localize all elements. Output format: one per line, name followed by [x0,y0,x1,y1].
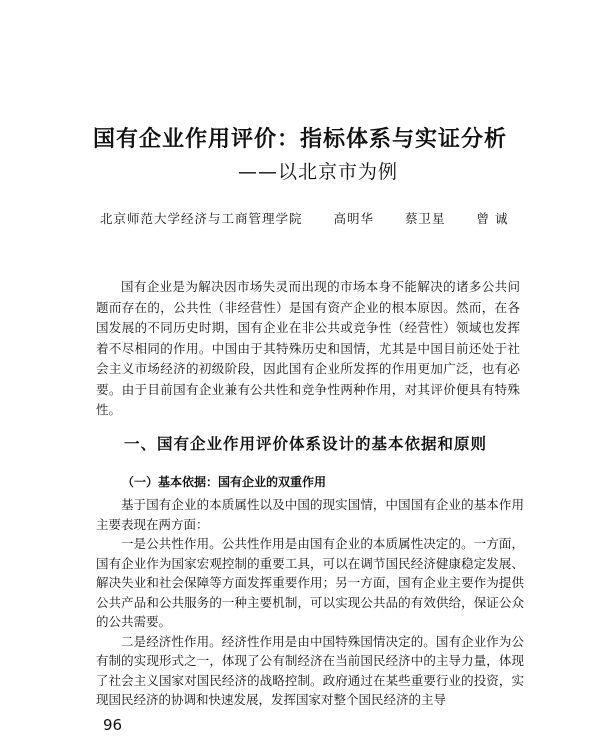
byline [100,209,534,227]
body-paragraph: 二是经济性作用。经济性作用是由中国特殊国情决定的。国有企业作为公有制的实现形式之一，体现了公有制经济在当前国民经济中的主导力量，体现了社会主义国家对国民经济的战略控制。政府通过在某些重要行业的投资，实现国民经济的协调和快速发展，发挥国家对整个国民经济的主导 [96,633,524,707]
article-title: 国有企业作用评价：指标体系与实证分析 [92,127,507,152]
abstract-paragraph: 国有企业是为解决因市场失灵而出现的市场本身不能解决的诸多公共问题而存在的，公共性（非经营性）是国有资产企业的根本原因。然而，在各国发展的不同历史时期，国有企业在非公共或竞争性（经营性）领域也发挥着不尽相同的作用。中国由于其特殊历史和国情，尤其是中国目前还处于社会主义市场经济的初级阶段，因此国有企业所发挥的作用更加广泛，也有必要。由于目前国有企业兼有公共性和竞争性两种作用，对其评价便具有特殊性。 [96,279,520,417]
page-number: 96 [103,716,123,734]
author-name: 高明华 [333,211,375,226]
body-paragraph: 一是公共性作用。公共性作用是由国有企业的本质属性决定的。一方面，国有企业作为国家宏观控制的重要工具，可以在调节国民经济健康稳定发展、解决失业和社会保障等方面发挥重要作用；另一方面，国有企业主要作为提供公共产品和公共服务的一种主要机制，可以实现公共品的有效供给，保证公众的公共需要。 [96,536,524,629]
author-name: 曾 诚 [476,211,509,226]
affiliation: 北京师范大学经济与工商管理学院 [100,211,303,226]
author-name: 蔡卫星 [405,211,446,226]
article-subtitle: ——以北京市为例 [238,161,399,183]
body-text [96,495,524,710]
body-paragraph: 基于国有企业的本质属性以及中国的现实国情，中国国有企业的基本作用主要表现在两方面： [96,497,524,532]
section-subheading: （一）基本依据：国有企业的双重作用 [122,475,327,489]
section-heading: 一、国有企业作用评价体系设计的基本依据和原则 [124,435,488,453]
